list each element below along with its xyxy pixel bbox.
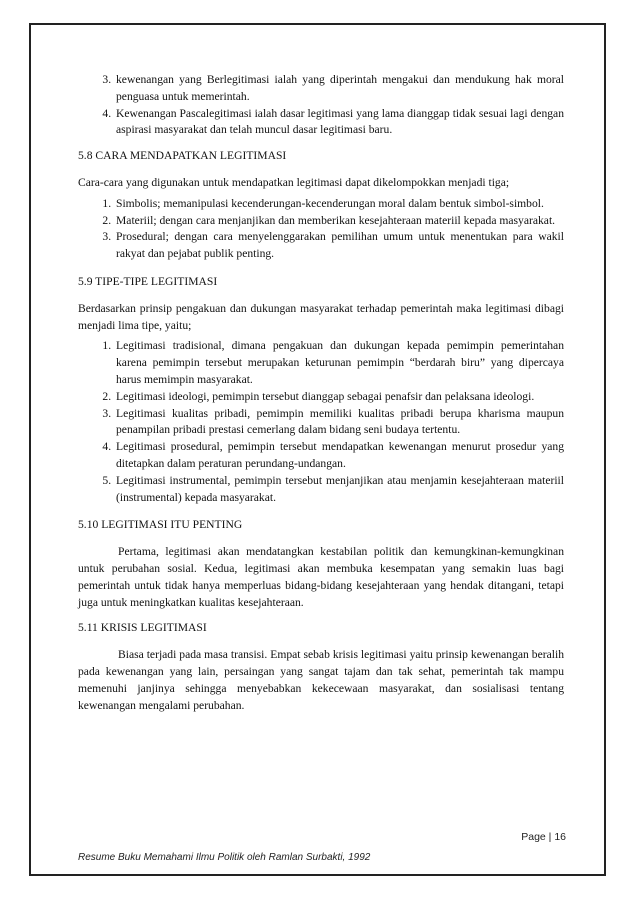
list-item: 5. Legitimasi instrumental, pemimpin tersebut menjanjikan atau menjamin kesejahteraan materiil (instrumental) kepada masyarakat. xyxy=(114,473,564,507)
section-heading-5-10: 5.10 LEGITIMASI ITU PENTING xyxy=(78,518,243,532)
section-heading-5-8: 5.8 CARA MENDAPATKAN LEGITIMASI xyxy=(78,149,287,163)
section-5-11-paragraph: Biasa terjadi pada masa transisi. Empat sebab krisis legitimasi yaitu prinsip kewenangan beralih pada kewenangan yang lain, persaingan yang sangat tajam dan tak sehat, pemerintah tak mampu memenuhi janjinya sehingga menyebabkan kekecewaan masyarakat, dan sosialisasi tentang kewenangan mengalami perubahan. xyxy=(78,648,564,712)
list-item: 3. kewenangan yang Berlegitimasi ialah yang diperintah mengakui dan mendukung hak moral penguasa untuk memerintah. xyxy=(114,72,564,106)
list-item: 4. Kewenangan Pascalegitimasi ialah dasar legitimasi yang lama dianggap tidak sesuai lagi dengan aspirasi masyarakat dan telah muncul dasar legitimasi baru. xyxy=(114,106,564,140)
document-body xyxy=(78,72,564,723)
section-heading-5-11: 5.11 KRISIS LEGITIMASI xyxy=(78,621,207,635)
section-5-8-intro: Cara-cara yang digunakan untuk mendapatkan legitimasi dapat dikelompokkan menjadi tiga; xyxy=(78,175,510,189)
section-5-9-intro: Berdasarkan prinsip pengakuan dan dukungan masyarakat terhadap pemerintah maka legitimasi dibagi menjadi lima tipe, yaitu; xyxy=(78,301,564,332)
list-item: 2. Legitimasi ideologi, pemimpin tersebut dianggap sebagai penafsir dan pelaksana ideologi. xyxy=(114,389,564,406)
page-number: Page | 16 xyxy=(521,831,566,843)
list-item: 3. Legitimasi kualitas pribadi, pemimpin memiliki kualitas pribadi berupa kharisma maupun penampilan pribadi prestasi cemerlang dalam bidang seni budaya tertentu. xyxy=(114,406,564,440)
section-5-8-list xyxy=(78,196,564,263)
list-item: 1. Legitimasi tradisional, dimana pengakuan dan dukungan kepada pemimpin pemerintahan karena pemimpin tersebut merupakan keturunan pemimpin “berdarah biru” yang dipercaya harus memimpin masyarakat. xyxy=(114,338,564,388)
list-item: 2. Materiil; dengan cara menjanjikan dan memberikan kesejahteraan materiil kepada masyarakat. xyxy=(114,213,564,230)
section-heading-5-9: 5.9 TIPE-TIPE LEGITIMASI xyxy=(78,274,218,288)
section-5-10-paragraph: Pertama, legitimasi akan mendatangkan kestabilan politik dan kemungkinan-kemungkinan untuk perubahan sosial. Kedua, legitimasi akan membuka kesempatan yang semakin luas bagi pemerintah untuk tidak hanya memperluas bidang-bidang kesejahteraan yang hendak ditangani, tetapi juga untuk meningkatkan kualitas kesejahteraan. xyxy=(78,545,564,609)
legitimacy-kinds-list-continued xyxy=(78,72,564,139)
list-item: 1. Simbolis; memanipulasi kecenderungan-kecenderungan moral dalam bentuk simbol-simbol. xyxy=(114,196,564,213)
list-item: 4. Legitimasi prosedural, pemimpin tersebut mendapatkan kewenangan menurut prosedur yang ditetapkan dalam peraturan perundang-undangan. xyxy=(114,439,564,473)
list-item: 3. Prosedural; dengan cara menyelenggarakan pemilihan umum untuk menentukan para wakil rakyat dan pejabat publik penting. xyxy=(114,229,564,263)
footer-credit: Resume Buku Memahami Ilmu Politik oleh Ramlan Surbakti, 1992 xyxy=(78,852,371,863)
section-5-9-list xyxy=(78,338,564,506)
